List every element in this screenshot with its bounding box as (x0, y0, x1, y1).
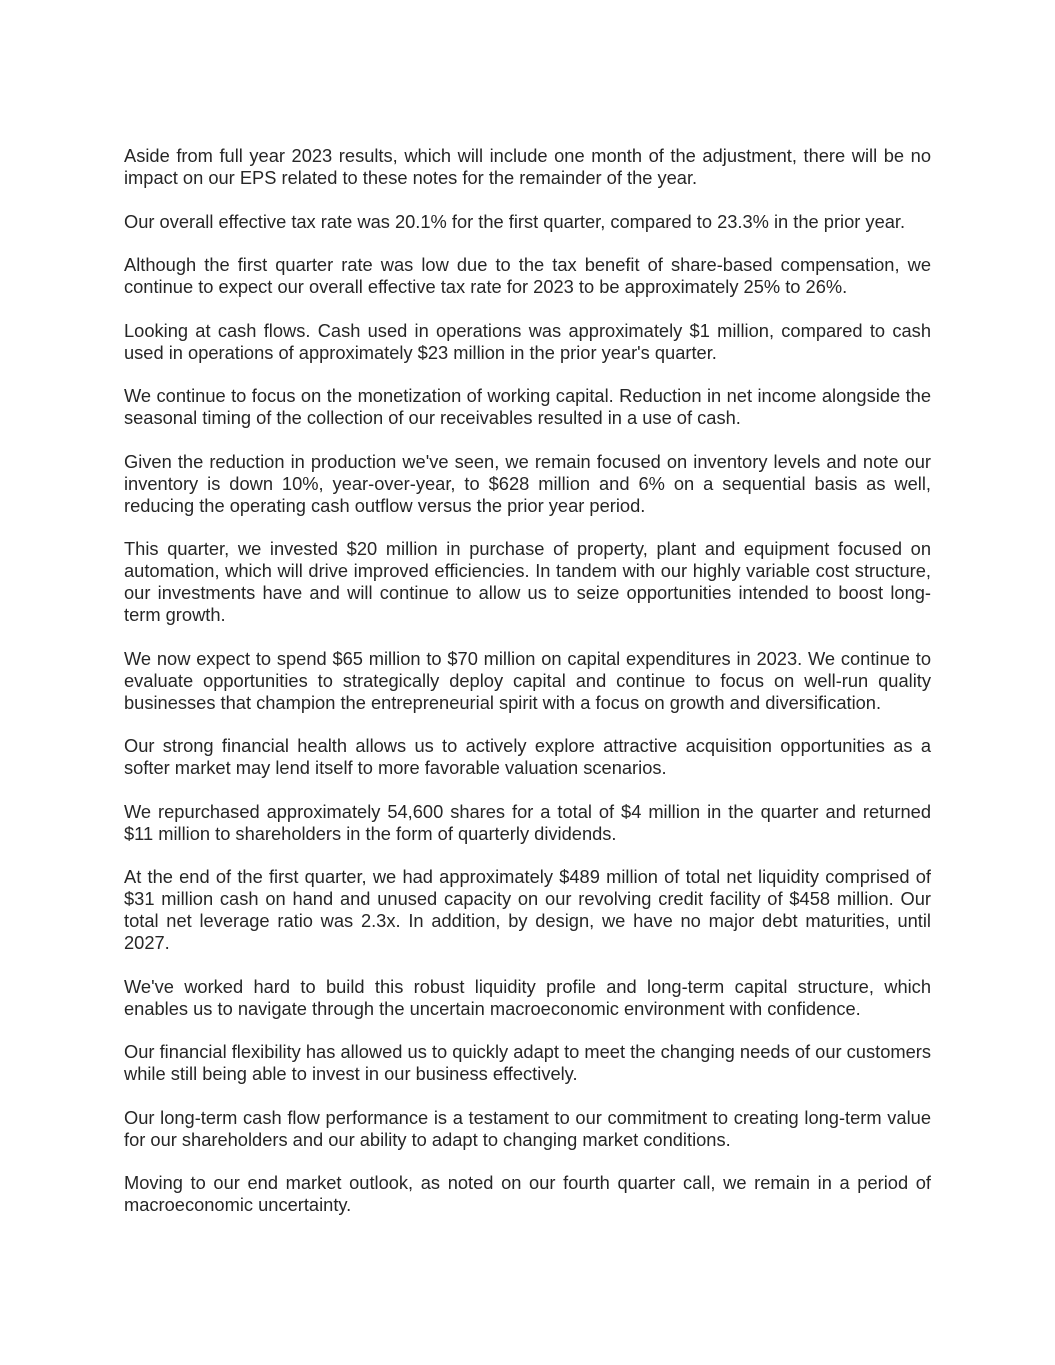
paragraph-capex-outlook: We now expect to spend $65 million to $70 million on capital expenditures in 2023. We continue to evaluate opportunities to strategically deploy capital and continue to focus on well-run quality businesses that champion the entrepreneurial spirit with a focus on growth and diversification. (124, 647, 931, 713)
paragraph-capital-structure: We've worked hard to build this robust liquidity profile and long-term capital structure, which enables us to navigate through the uncertain macroeconomic environment with confidence. (124, 975, 931, 1019)
paragraph-liquidity: At the end of the first quarter, we had approximately $489 million of total net liquidity comprised of $31 million cash on hand and unused capacity on our revolving credit facility of $458 million. Our total net leverage ratio was 2.3x. In addition, by design, we have no major debt maturities, until 2027. (124, 866, 931, 953)
paragraph-eps-impact: Aside from full year 2023 results, which will include one month of the adjustment, there will be no impact on our EPS related to these notes for the remainder of the year. (124, 145, 931, 188)
paragraph-repurchases: We repurchased approximately 54,600 shares for a total of $4 million in the quarter and returned $11 million to shareholders in the form of quarterly dividends. (124, 800, 931, 844)
paragraph-market-outlook: Moving to our end market outlook, as noted on our fourth quarter call, we remain in a period of macroeconomic uncertainty. (124, 1172, 931, 1215)
paragraph-cash-flow-performance: Our long-term cash flow performance is a testament to our commitment to creating long-term value for our shareholders and our ability to adapt to changing market conditions. (124, 1106, 931, 1150)
paragraph-working-capital: We continue to focus on the monetization of working capital. Reduction in net income alongside the seasonal timing of the collection of our receivables resulted in a use of cash. (124, 385, 931, 428)
paragraph-financial-flexibility: Our financial flexibility has allowed us to quickly adapt to meet the changing needs of our customers while still being able to invest in our business effectively. (124, 1041, 931, 1084)
document-page (124, 145, 931, 1238)
paragraph-tax-rate: Our overall effective tax rate was 20.1% for the first quarter, compared to 23.3% in the prior year. (124, 210, 906, 232)
paragraph-inventory: Given the reduction in production we've seen, we remain focused on inventory levels and note our inventory is down 10%, year-over-year, to $628 million and 6% on a sequential basis as well, reducing the operating cash outflow versus the prior year period. (124, 450, 931, 516)
paragraph-capex-investment: This quarter, we invested $20 million in purchase of property, plant and equipment focused on automation, which will drive improved efficiencies. In tandem with our highly variable cost structure, our investments have and will continue to allow us to seize opportunities intended to boost long-term growth. (124, 538, 931, 625)
paragraph-acquisitions: Our strong financial health allows us to actively explore attractive acquisition opportunities as a softer market may lend itself to more favorable valuation scenarios. (124, 735, 931, 778)
paragraph-tax-outlook: Although the first quarter rate was low due to the tax benefit of share-based compensation, we continue to expect our overall effective tax rate for 2023 to be approximately 25% to 26%. (124, 254, 931, 297)
paragraph-cash-flows: Looking at cash flows. Cash used in operations was approximately $1 million, compared to cash used in operations of approximately $23 million in the prior year's quarter. (124, 319, 931, 363)
